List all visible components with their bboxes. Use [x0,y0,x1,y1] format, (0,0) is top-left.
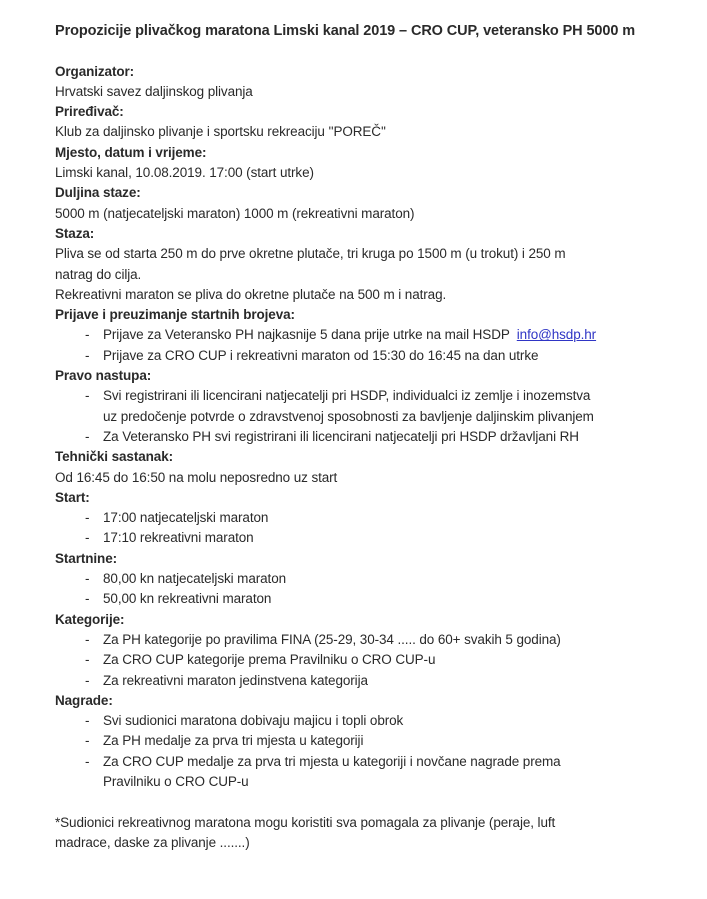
bullet-dash: - [85,327,90,343]
bullet-text: Pravilniku o CRO CUP-u [103,773,249,789]
bullet-dash: - [85,753,90,769]
bullet-dash: - [85,510,90,526]
bullet-text: 80,00 kn natjecateljski maraton [103,571,287,587]
list-item [55,671,671,691]
list-item [55,731,671,751]
bullet-text: Svi registrirani ili licencirani natjecatelji pri HSDP, individualci iz zemlje i inozemstva [103,388,591,404]
bullet-dash: - [85,591,90,607]
bullet-text: Svi sudionici maratona dobivaju majicu i topli obrok [103,713,404,729]
list-item [55,630,671,650]
list-item [55,346,671,366]
list-item [55,427,671,447]
text-line: Od 16:45 do 16:50 na molu neposredno uz start [55,469,338,485]
section-heading-staza: Staza: [55,225,95,241]
section-heading-organizator: Organizator: [55,63,135,79]
blank-line [55,792,671,812]
bullet-dash: - [85,733,90,749]
section-heading-nagrade: Nagrade: [55,692,113,708]
bullet-text: Prijave za CRO CUP i rekreativni maraton od 15:30 do 16:45 na dan utrke [103,347,539,363]
bullet-dash: - [85,652,90,668]
bullet-text: Za PH kategorije po pravilima FINA (25-29, 30-34 ..... do 60+ svakih 5 godina) [103,631,561,647]
list-item [55,711,671,731]
bullet-dash: - [85,571,90,587]
bullet-text: Za Veteransko PH svi registrirani ili licencirani natjecatelji pri HSDP državljani RH [103,428,579,444]
list-item [55,589,671,609]
section-heading-start: Start: [55,489,90,505]
bullet-dash: - [85,347,90,363]
document-title: Propozicije plivačkog maratona Limski kanal 2019 – CRO CUP, veteransko PH 5000 m [55,23,636,39]
list-item [55,386,671,427]
bullet-text: Za CRO CUP medalje za prva tri mjesta u kategoriji i novčane nagrade prema [103,753,561,769]
text-line: Pliva se od starta 250 m do prve okretne plutače, tri kruga po 1500 m (u trokut) i 250 m [55,246,566,262]
section-heading-kategorije: Kategorije: [55,611,125,627]
bullet-dash: - [85,530,90,546]
bullet-text: Za PH medalje za prva tri mjesta u kategoriji [103,733,364,749]
text-line: natrag do cilja. [55,266,142,282]
list-item [55,325,671,345]
text-line: Limski kanal, 10.08.2019. 17:00 (start utrke) [55,165,314,181]
bullet-text: 17:00 natjecateljski maraton [103,510,269,526]
footnote-line: *Sudionici rekreativnog maratona mogu koristiti sva pomagala za plivanje (peraje, luft [55,814,556,830]
bullet-text: Za rekreativni maraton jedinstvena kategorija [103,672,368,688]
list-item [55,528,671,548]
bullet-dash: - [85,631,90,647]
bullet-text: 17:10 rekreativni maraton [103,530,254,546]
email-link[interactable]: info@hsdp.hr [516,327,597,343]
list-item [55,752,671,793]
bullet-text: uz predočenje potvrde o zdravstvenoj sposobnosti za bavljenje daljinskim plivanjem [103,408,594,424]
bullet-dash: - [85,428,90,444]
section-heading-duljina: Duljina staze: [55,185,141,201]
section-heading-mjesto: Mjesto, datum i vrijeme: [55,144,207,160]
section-heading-startnine: Startnine: [55,550,118,566]
footnote-line: madrace, daske za plivanje .......) [55,834,250,850]
list-item [55,650,671,670]
text-line: Hrvatski savez daljinskog plivanja [55,83,253,99]
section-heading-tehnicki: Tehnički sastanak: [55,449,173,465]
bullet-text: Prijave za Veteransko PH najkasnije 5 dana prije utrke na mail HSDP [103,327,510,343]
section-heading-priredivac: Priređivač: [55,104,124,120]
list-item [55,569,671,589]
bullet-text: 50,00 kn rekreativni maraton [103,591,272,607]
bullet-dash: - [85,388,90,404]
text-line: Rekreativni maraton se pliva do okretne plutače na 500 m i natrag. [55,286,447,302]
bullet-dash: - [85,672,90,688]
bullet-dash: - [85,713,90,729]
text-line [103,327,596,342]
bullet-text: Za CRO CUP kategorije prema Pravilniku o CRO CUP-u [103,652,436,668]
text-line: 5000 m (natjecateljski maraton) 1000 m (rekreativni maraton) [55,205,415,221]
text-line: Klub za daljinsko plivanje i sportsku rekreaciju ''POREČ'' [55,124,386,140]
section-heading-prijave: Prijave i preuzimanje startnih brojeva: [55,307,295,323]
section-heading-pravo: Pravo nastupa: [55,368,152,384]
list-item [55,508,671,528]
